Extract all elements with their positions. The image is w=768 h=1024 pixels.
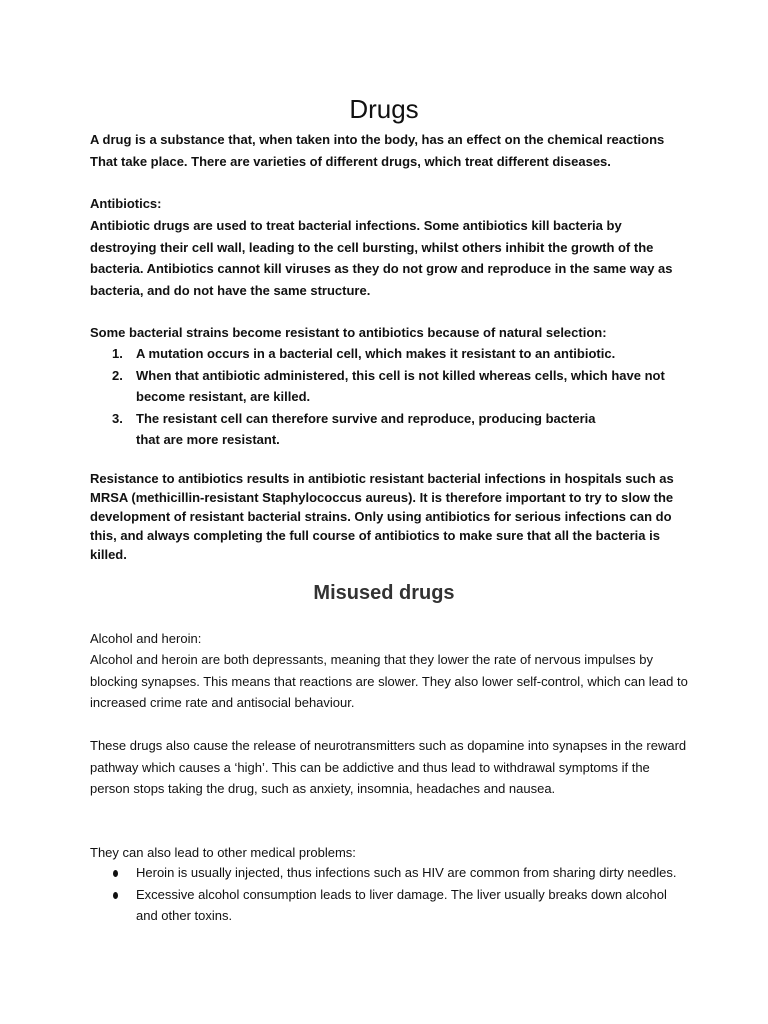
document-title: Drugs xyxy=(349,94,419,124)
resistance-paragraph: Resistance to antibiotics results in antibiotic resistant bacterial infections in hospitals such as MRSA (methicillin-resistant Staphylococcus aureus). It is therefore important to try to slow the development of resistant bacterial strains. Only using antibiotics for serious infections can do this, and always completing the full course of antibiotics to make sure that all the bacteria is killed. xyxy=(90,471,674,562)
list-item xyxy=(90,365,680,408)
resistance-intro: Some bacterial strains become resistant to antibiotics because of natural selection: xyxy=(90,325,607,340)
medical-problems-intro: They can also lead to other medical problems: xyxy=(90,845,356,860)
list-item-number: 1. xyxy=(112,346,123,361)
antibiotics-paragraph: Antibiotic drugs are used to treat bacterial infections. Some antibiotics kill bacteria by destroying their cell wall, leading to the cell bursting, whilst others inhibit the growth of the bacteria. Antibiotics cannot kill viruses as they do not grow and reproduce in the same way as bacteria, and do not have the same structure. xyxy=(90,218,673,298)
list-item xyxy=(90,343,680,365)
list-item xyxy=(90,408,680,451)
list-item xyxy=(90,884,680,927)
list-item-number: 3. xyxy=(112,410,123,426)
bullet-icon xyxy=(113,870,118,877)
depressants-paragraph: Alcohol and heroin are both depressants, meaning that they lower the rate of nervous impulses by blocking synapses. This means that reactions are slower. They also lower self-control, which can lead to increased crime rate and antisocial behaviour. xyxy=(90,652,688,710)
misused-drugs-heading: Misused drugs xyxy=(313,582,455,604)
intro-paragraph: A drug is a substance that, when taken into the body, has an effect on the chemical reactions That take place. There are varieties of different drugs, which treat different diseases. xyxy=(90,132,665,169)
resistance-steps-list xyxy=(90,343,680,451)
antibiotics-heading: Antibiotics: xyxy=(90,196,162,211)
list-item-text: A mutation occurs in a bacterial cell, which makes it resistant to an antibiotic. xyxy=(136,346,616,361)
alcohol-heroin-heading: Alcohol and heroin: xyxy=(90,631,202,646)
bullet-icon xyxy=(113,892,118,899)
list-item-text: Excessive alcohol consumption leads to liver damage. The liver usually breaks down alcohol and other toxins. xyxy=(136,886,667,923)
neurotransmitters-paragraph: These drugs also cause the release of neurotransmitters such as dopamine into synapses in the reward pathway which causes a ‘high’. This can be addictive and thus lead to withdrawal symptoms if the person stops taking the drug, such as anxiety, insomnia, headaches and nausea. xyxy=(90,738,687,796)
list-item xyxy=(90,862,680,884)
list-item-text: The resistant cell can therefore survive and reproduce, producing bacteria that are more resistant. xyxy=(136,410,596,447)
list-item-number: 2. xyxy=(112,367,123,383)
medical-problems-list xyxy=(90,862,680,927)
list-item-text: When that antibiotic administered, this cell is not killed whereas cells, which have not become resistant, are killed. xyxy=(136,367,665,404)
list-item-text: Heroin is usually injected, thus infections such as HIV are common from sharing dirty needles. xyxy=(136,865,677,880)
